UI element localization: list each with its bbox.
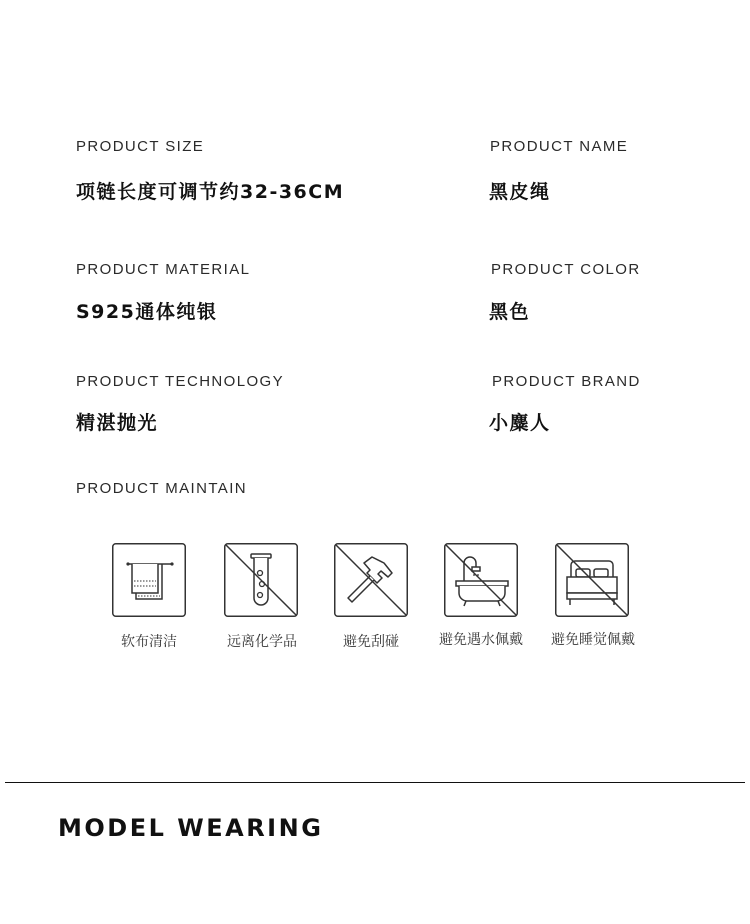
product-technology-value: 精湛抛光: [76, 412, 159, 434]
care-caption-sleep: 避免睡觉佩戴: [551, 632, 635, 648]
care-caption-chemicals: 远离化学品: [227, 634, 297, 650]
product-material-value: S925通体纯银: [76, 301, 218, 323]
hammer-no-icon: [334, 543, 408, 617]
product-brand-label: PRODUCT BRAND: [492, 373, 641, 390]
care-caption-scratch: 避免刮碰: [343, 634, 399, 650]
bathtub-no-icon: [444, 543, 518, 617]
product-maintain-label: PRODUCT MAINTAIN: [76, 480, 248, 497]
towel-icon: [112, 543, 186, 617]
product-color-value: 黑色: [489, 301, 531, 323]
bed-no-icon: [555, 543, 629, 617]
product-brand-value: 小麋人: [489, 412, 551, 434]
product-size-value: 项链长度可调节约32-36CM: [76, 181, 345, 203]
product-size-label: PRODUCT SIZE: [76, 138, 205, 155]
product-name-label: PRODUCT NAME: [490, 138, 629, 155]
care-caption-soft-cloth: 软布清洁: [121, 634, 177, 650]
product-color-label: PRODUCT COLOR: [491, 261, 641, 278]
product-material-label: PRODUCT MATERIAL: [76, 261, 251, 278]
test-tube-no-icon: [224, 543, 298, 617]
section-divider: [5, 782, 745, 783]
product-technology-label: PRODUCT TECHNOLOGY: [76, 373, 285, 390]
care-caption-water: 避免遇水佩戴: [439, 632, 523, 648]
model-wearing-title: MODEL WEARING: [58, 814, 324, 842]
product-name-value: 黑皮绳: [489, 181, 551, 203]
